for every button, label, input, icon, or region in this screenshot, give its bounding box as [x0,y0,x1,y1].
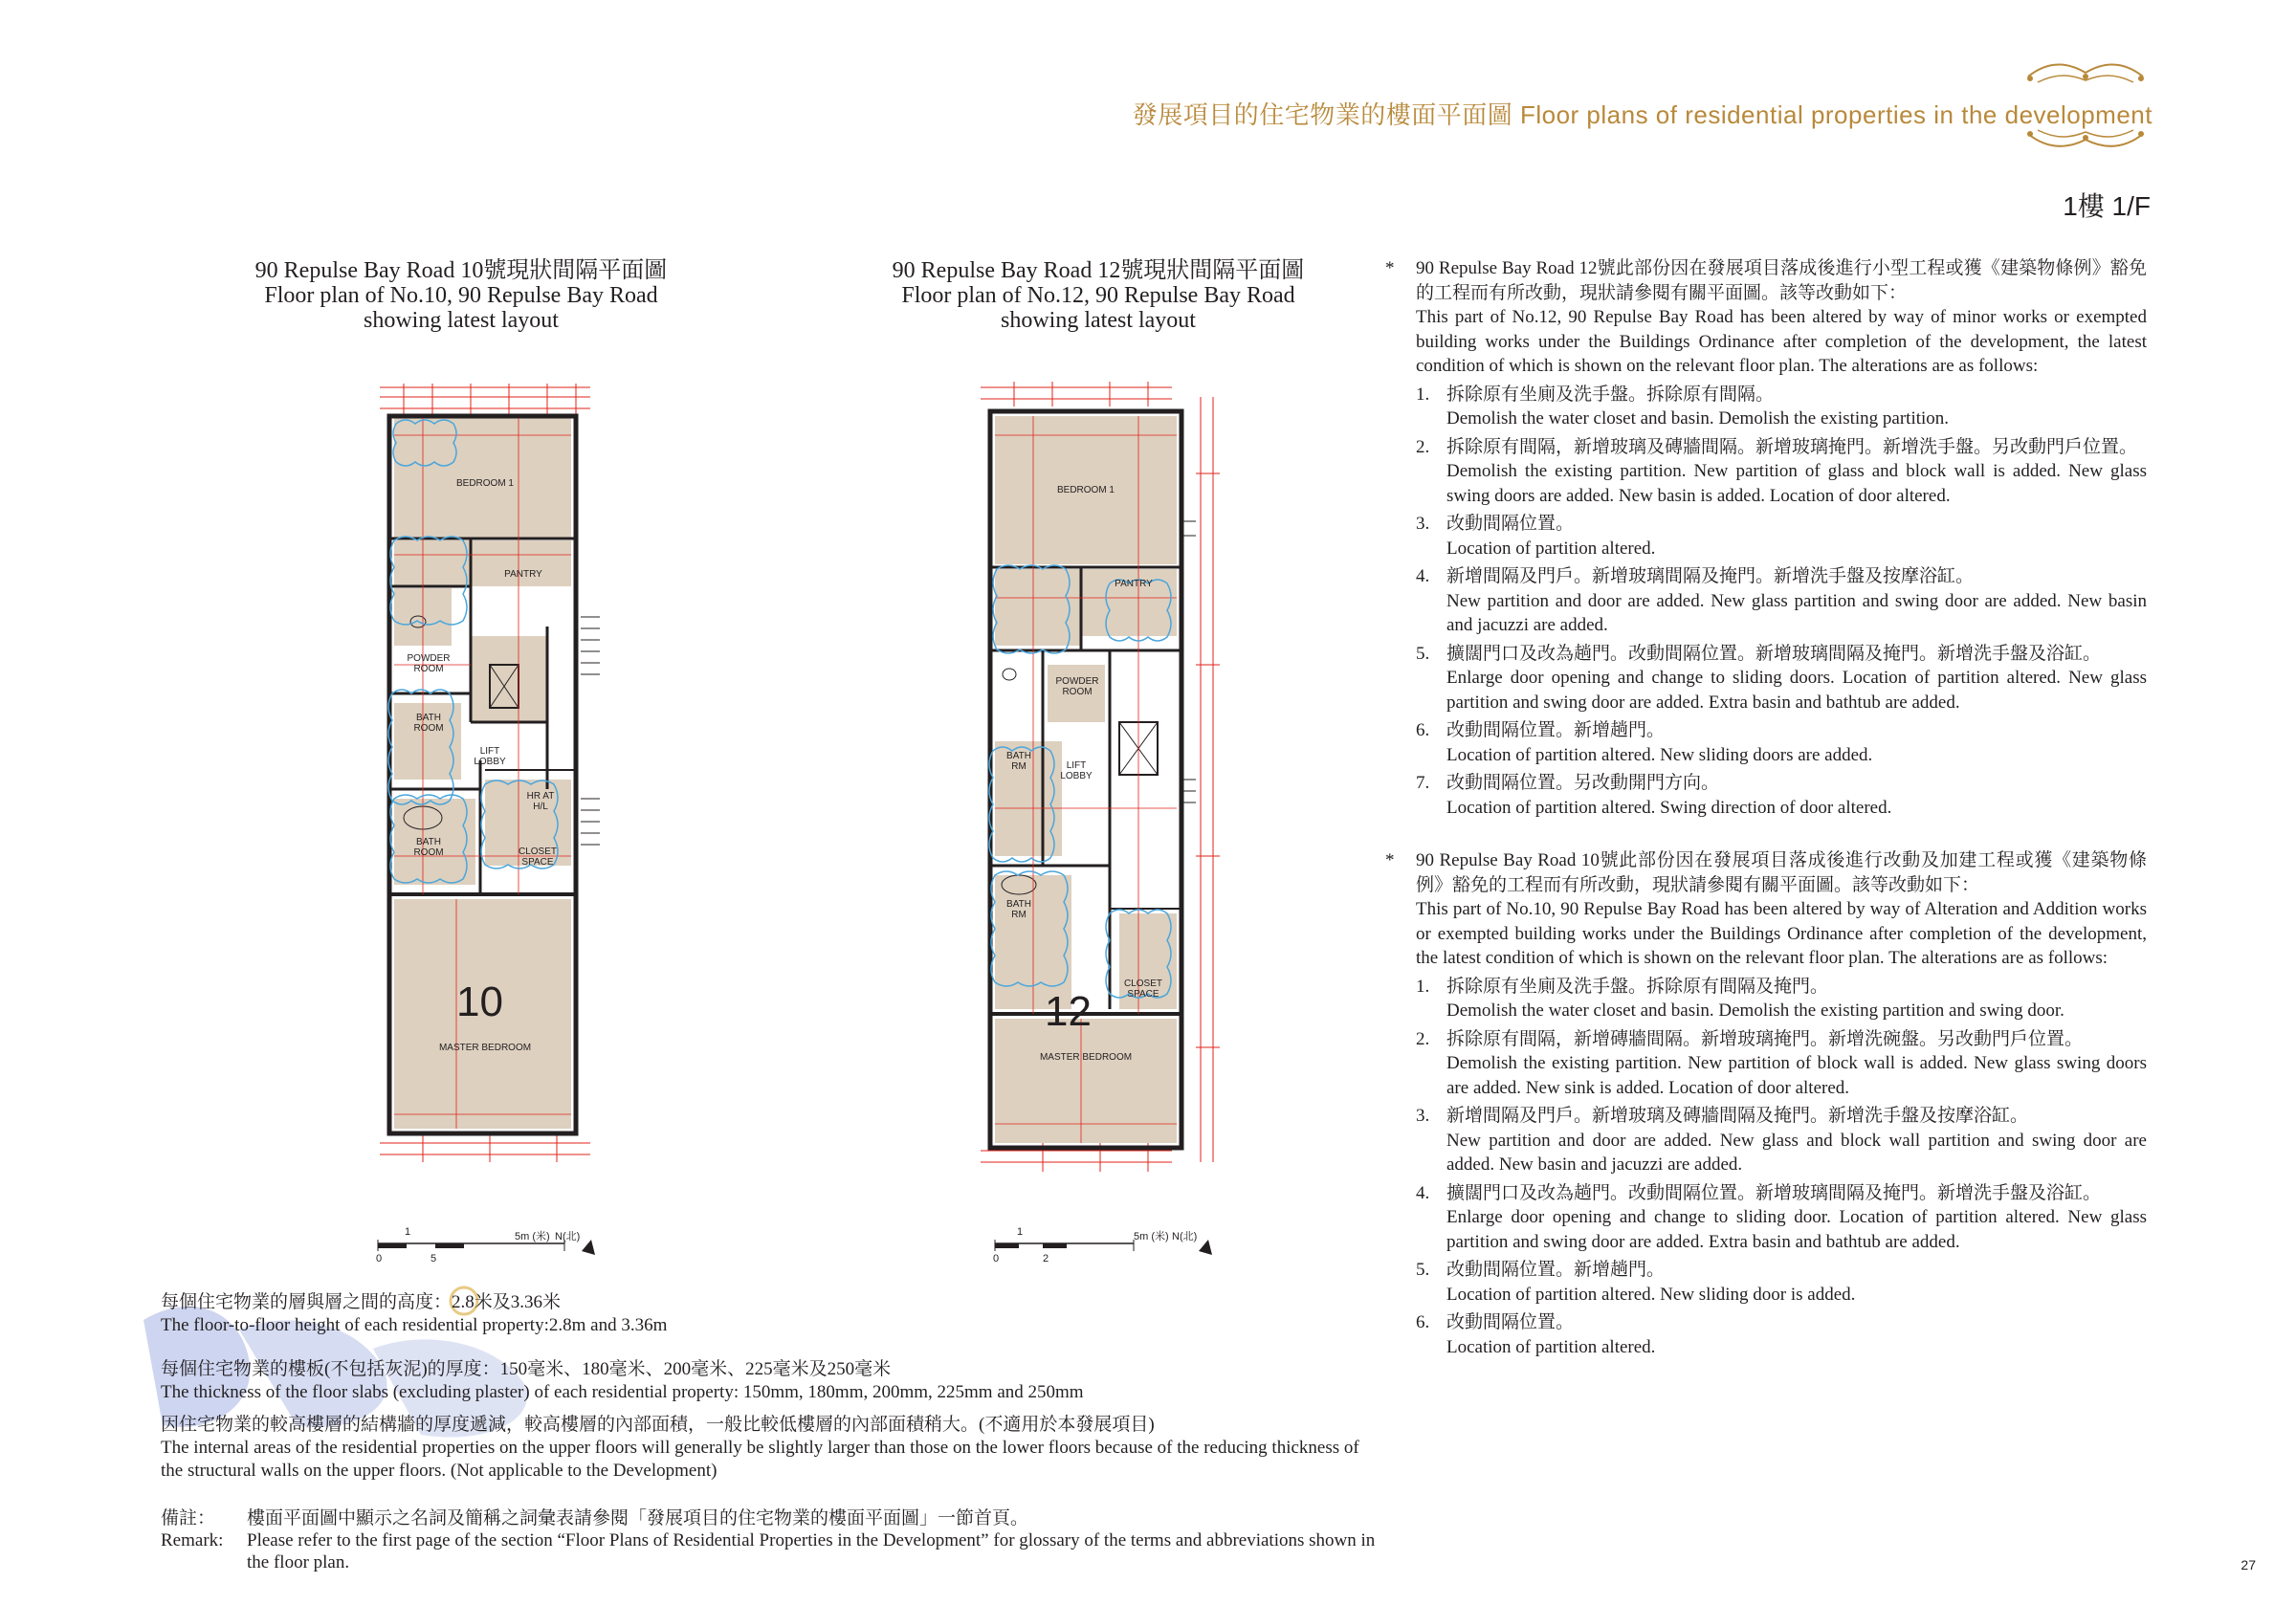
item-en: Demolish the existing partition. New partition of block wall is added. New glass swing doors are added. New sink is added. Location of door altered. [1446,1053,2147,1098]
north-arrow-icon [582,1240,595,1255]
alteration-section-no-10 [1385,848,2147,1359]
item-zh: 改動間隔位置。另改動開門方向。 [1446,773,1720,793]
scale-one: 1 [405,1226,411,1238]
room-label-powder-room: POWDER ROOM [1055,676,1099,697]
remark-en-text: Please refer to the first page of the section “Floor Plans of Residential Properties in the Development” for glossary of the terms and abbreviations shown in the floor plan. [247,1530,1376,1572]
room-label-master-bedroom: MASTER BEDROOM [438,1043,532,1053]
alteration-item [1416,975,2147,1023]
scale-two: 2 [1043,1253,1049,1264]
room-label-pantry: PANTRY [1115,579,1153,589]
item-number: 6. [1416,1312,1430,1332]
item-en: Demolish the water closet and basin. Demolish the existing partition. [1446,408,1950,429]
item-number: 3. [1416,514,1430,534]
house-number-10: 10 [456,978,503,1025]
item-number: 1. [1416,976,1430,997]
item-en: Location of partition altered. New sliding door is added. [1446,1284,1856,1305]
section-heading-zh: 90 Repulse Bay Road 12號此部份因在發展項目落成後進行小型工程或獲《建築物條例》豁免的工程而有所改動，現狀請參閱有關平面圖。該等改動如下： [1416,258,2147,303]
item-zh: 擴闊門口及改為趟門。改動間隔位置。新增玻璃間隔及掩門。新增洗手盤及浴缸。 [1446,1182,2102,1203]
section-heading-zh: 90 Repulse Bay Road 10號此部份因在發展項目落成後進行改動及加建工程或獲《建築物條例》豁免的工程而有所改動，現狀請參閱有關平面圖。該等改動如下： [1416,850,2147,895]
item-zh: 改動間隔位置。 [1446,514,1575,534]
north-arrow-icon [1199,1240,1212,1255]
room-label-bath-rm: BATH RM [1006,751,1031,772]
alteration-notes [1385,256,2147,1376]
plan-10-title-line: 90 Repulse Bay Road 10號現狀間隔平面圖 [254,258,668,283]
item-zh: 擴闊門口及改為趟門。改動間隔位置。新增玻璃間隔及掩門。新增洗手盤及浴缸。 [1446,643,2102,664]
alteration-section-no-12 [1385,256,2147,820]
alteration-item [1416,1258,2147,1307]
room-label-bath-room: BATH ROOM [413,713,444,734]
room-label-hr: HR AT H/L [526,791,555,812]
alteration-item [1416,771,2147,820]
alteration-item [1416,718,2147,767]
slab-thickness-en: The thickness of the floor slabs (excluding plaster) of each residential property: 150mm, 180mm, 200mm, 225mm and 250mm [161,1382,1084,1402]
alteration-item [1416,564,2147,638]
item-number: 4. [1416,566,1430,586]
floor-height-note [161,1291,1385,1337]
asterisk-marker: * [1385,850,1395,870]
plan-10-title-line: showing latest layout [364,308,559,333]
room-label-bedroom-1: BEDROOM 1 [455,478,514,489]
plan-10-title [193,258,729,333]
room-label-bedroom-1: BEDROOM 1 [1056,485,1115,495]
item-en: Demolish the existing partition. New partition of glass and block wall is added. New glass swing doors are added. New basin is added. Location of door altered. [1446,461,2147,506]
remark-en-row [161,1529,1395,1573]
item-number: 7. [1416,773,1430,793]
item-zh: 改動間隔位置。新增趟門。 [1446,1260,1666,1280]
alteration-item [1416,383,2147,431]
scale-unit: 5m (米) [1134,1231,1169,1242]
item-number: 1. [1416,384,1430,405]
floor-plan-no-10 [365,378,605,1167]
item-zh: 新增間隔及門戶。新增玻璃及磚牆間隔及掩門。新增洗手盤及按摩浴缸。 [1446,1106,2029,1126]
section-heading-en: This part of No.12, 90 Repulse Bay Road has been altered by way of minor works or exempted building works under the Buildings Ordinance after completion of the development, the latest condition of which is shown on the relevant floor plan. The alterations are as follows: [1416,307,2147,376]
scale-unit: 5m (米) [515,1231,550,1242]
header-ornament-top [2019,59,2152,94]
item-number: 4. [1416,1182,1430,1203]
alteration-item [1416,642,2147,715]
asterisk-marker: * [1385,258,1395,278]
item-en: Location of partition altered. [1446,1336,1656,1357]
plan-10-title-line: Floor plan of No.10, 90 Repulse Bay Road [264,283,658,308]
item-en: Location of partition altered. [1446,538,1656,559]
scale-zero: 0 [376,1253,383,1264]
slab-thickness-note [161,1358,1385,1404]
item-en: Location of partition altered. Swing direction of door altered. [1446,797,1892,818]
remark-zh-text: 樓面平面圖中顯示之名詞及簡稱之詞彙表請參閱「發展項目的住宅物業的樓面平面圖」一節首頁。 [247,1508,1029,1528]
slab-thickness-zh: 每個住宅物業的樓板(不包括灰泥)的厚度：150毫米、180毫米、200毫米、225毫米及250毫米 [161,1359,892,1379]
room-label-closet-space: CLOSET SPACE [1123,978,1162,1000]
internal-area-zh: 因住宅物業的較高樓層的結構牆的厚度遞減，較高樓層的內部面積，一般比較低樓層的內部面積稍大。(不適用於本發展項目) [161,1415,1155,1435]
remark-en-key: Remark: [161,1530,224,1550]
north-label: N(北) [555,1231,581,1242]
internal-area-en: The internal areas of the residential properties on the upper floors will generally be slightly larger than those on the lower floors because of the reducing thickness of the structural walls on the upper floors. (Not applicable to the Development) [161,1438,1359,1481]
item-zh: 拆除原有間隔，新增玻璃及磚牆間隔。新增玻璃掩門。新增洗手盤。另改動門戶位置。 [1446,436,2138,457]
house-number-12: 12 [1045,988,1092,1035]
alteration-item [1416,435,2147,509]
floor-label: 1樓 1/F [2063,191,2151,221]
room-label-lift-lobby: LIFT LOBBY [1060,760,1093,781]
item-en: Demolish the water closet and basin. Demolish the existing partition and swing door. [1446,1000,2064,1021]
scale-bar-no-12 [990,1222,1220,1270]
item-en: Enlarge door opening and change to sliding doors. Location of partition altered. New glass partition and swing door are added. Extra basin and bathtub are added. [1446,668,2147,713]
alteration-item [1416,512,2147,561]
room-label-bath-rm-2: BATH RM [1006,899,1031,920]
item-en: New partition and door are added. New glass partition and swing door are added. New basin and jacuzzi are added. [1446,590,2147,635]
scale-five: 5 [430,1253,437,1264]
remark-zh-key: 備註： [161,1508,216,1528]
floor-height-en: The floor-to-floor height of each residential property:2.8m and 3.36m [161,1315,668,1335]
plan-12-title-line: Floor plan of No.12, 90 Repulse Bay Road [901,283,1295,308]
north-label: N(北) [1172,1231,1198,1242]
alteration-item [1416,1027,2147,1101]
item-number: 2. [1416,436,1430,457]
room-label-lift-lobby: LIFT LOBBY [474,746,506,767]
item-zh: 改動間隔位置。新增趟門。 [1446,720,1666,740]
page-title: 發展項目的住宅物業的樓面平面圖 Floor plans of residential properties in the development [1132,100,2152,129]
alteration-item [1416,1181,2147,1255]
item-zh: 新增間隔及門戶。新增玻璃間隔及掩門。新增洗手盤及按摩浴缸。 [1446,566,1975,586]
item-zh: 拆除原有坐廁及洗手盤。拆除原有間隔。 [1446,384,1775,405]
scale-bar-no-10 [373,1222,603,1270]
floor-plan-no-12 [966,378,1253,1176]
item-zh: 改動間隔位置。 [1446,1312,1575,1332]
scale-one: 1 [1017,1226,1024,1238]
room-label-powder-room: POWDER ROOM [407,653,451,674]
item-number: 3. [1416,1106,1430,1126]
room-label-closet-space: CLOSET SPACE [518,846,557,868]
item-number: 5. [1416,1260,1430,1280]
scale-zero: 0 [993,1253,1000,1264]
room-label-master-bedroom: MASTER BEDROOM [1039,1052,1133,1063]
internal-area-note [161,1414,1385,1483]
section-heading-en: This part of No.10, 90 Repulse Bay Road has been altered by way of Alteration and Addition works or exempted building works under the Buildings Ordinance after completion of the development, the latest condition of which is shown on the relevant floor plan. The alterations are as follows: [1416,899,2147,968]
floor-height-zh: 每個住宅物業的層與層之間的高度：2.8米及3.36米 [161,1292,562,1312]
item-en: Enlarge door opening and change to sliding door. Location of partition altered. New glass partition and swing door are added. Extra basin and bathtub are added. [1446,1207,2147,1252]
alteration-item [1416,1104,2147,1177]
plan-12-title-line: 90 Repulse Bay Road 12號現狀間隔平面圖 [892,258,1305,283]
header-ornament-bottom [2019,122,2152,157]
item-number: 6. [1416,720,1430,740]
remark [161,1507,1395,1573]
item-en: New partition and door are added. New glass and block wall partition and swing door are added. New basin and jacuzzi are added. [1446,1130,2147,1175]
item-zh: 拆除原有坐廁及洗手盤。拆除原有間隔及掩門。 [1446,976,1829,997]
remark-zh-row [161,1507,1395,1529]
alteration-item [1416,1310,2147,1359]
item-zh: 拆除原有間隔，新增磚牆間隔。新增玻璃掩門。新增洗碗盤。另改動門戶位置。 [1446,1028,2084,1049]
plan-12-title [830,258,1366,333]
item-number: 2. [1416,1028,1430,1049]
item-en: Location of partition altered. New sliding doors are added. [1446,744,1873,765]
room-label-bath-room-2: BATH ROOM [413,837,444,858]
plan-12-title-line: showing latest layout [1001,308,1196,333]
page-number: 27 [2241,1557,2256,1572]
room-label-pantry: PANTRY [504,569,542,580]
item-number: 5. [1416,643,1430,664]
